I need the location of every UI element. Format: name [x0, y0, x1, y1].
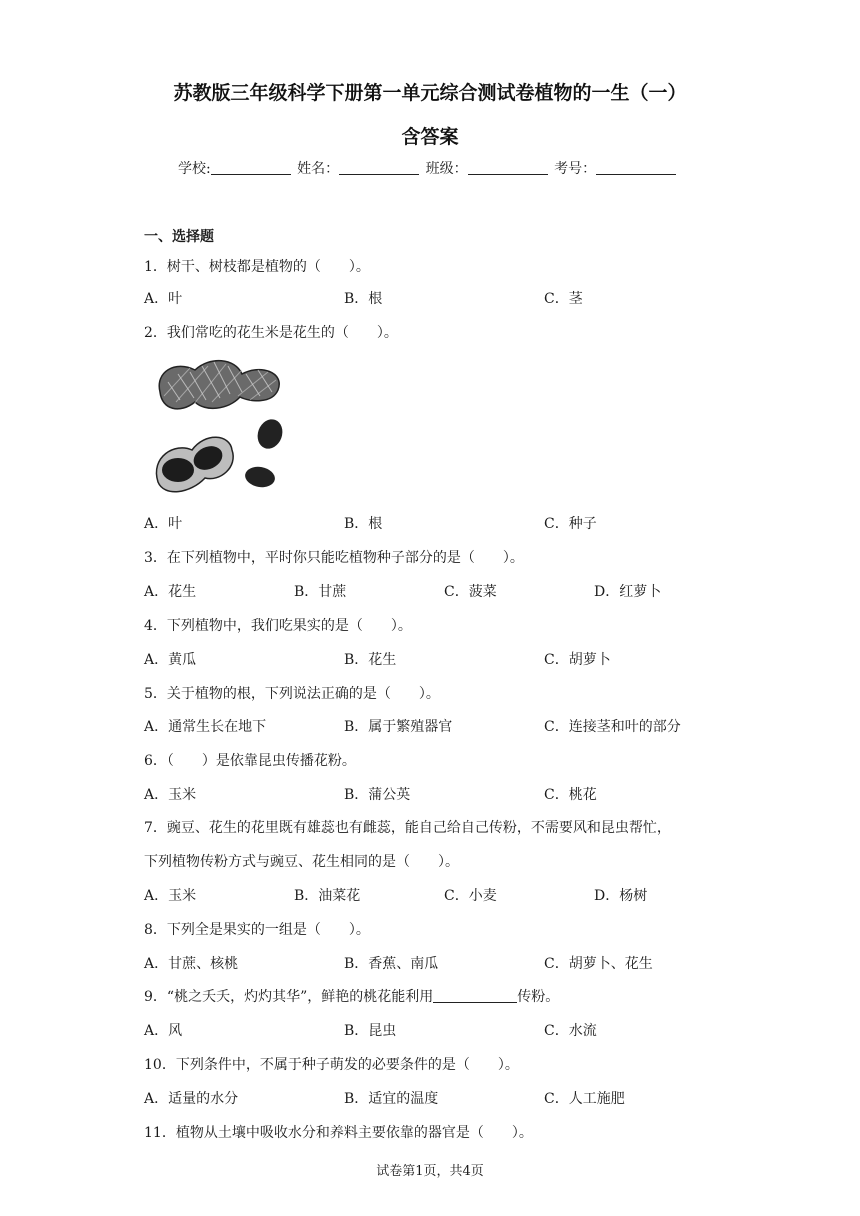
q9-option-c: C．水流: [544, 1023, 597, 1039]
student-info-fields: [178, 158, 678, 178]
question-4: 4．下列植物中，我们吃果实的是（ ）。: [144, 618, 412, 634]
exam-number-label: 考号：: [554, 161, 597, 177]
q2-option-b: B．根: [344, 516, 383, 532]
peanut-image: [150, 352, 300, 497]
class-blank[interactable]: [468, 160, 548, 175]
page-footer: 试卷第1页，共4页: [376, 1164, 484, 1179]
doc-title-line1: 苏教版三年级科学下册第一单元综合测试卷植物的一生（一）: [173, 82, 687, 104]
q9-text-b: 传粉。: [517, 989, 560, 1005]
question-11: 11．植物从土壤中吸收水分和养料主要依靠的器官是（ ）。: [144, 1125, 533, 1141]
q7-option-d: D．杨树: [594, 888, 648, 904]
question-5: 5．关于植物的根，下列说法正确的是（ ）。: [144, 686, 440, 702]
name-blank[interactable]: [339, 160, 419, 175]
q8-option-b: B．香蕉、南瓜: [344, 956, 439, 972]
q2-option-c: C．种子: [544, 516, 597, 532]
question-9: [144, 986, 559, 1006]
question-2: 2．我们常吃的花生米是花生的（ ）。: [144, 325, 398, 341]
q7-option-c: C．小麦: [444, 888, 497, 904]
q7-option-b: B．油菜花: [294, 888, 361, 904]
question-8: 8．下列全是果实的一组是（ ）。: [144, 922, 370, 938]
q10-option-b: B．适宜的温度: [344, 1091, 439, 1107]
q3-option-d: D．红萝卜: [594, 584, 662, 600]
q5-option-c: C．连接茎和叶的部分: [544, 719, 681, 735]
q3-option-c: C．菠菜: [444, 584, 497, 600]
question-3: 3．在下列植物中，平时你只能吃植物种子部分的是（ ）。: [144, 550, 524, 566]
name-label: 姓名：: [297, 161, 340, 177]
q4-option-c: C．胡萝卜: [544, 652, 611, 668]
question-6: 6．（ ）是依靠昆虫传播花粉。: [144, 753, 356, 769]
q4-option-b: B．花生: [344, 652, 397, 668]
q6-option-c: C．桃花: [544, 787, 597, 803]
question-10: 10．下列条件中，不属于种子萌发的必要条件的是（ ）。: [144, 1057, 519, 1073]
school-label: 学校:: [178, 161, 211, 177]
q9-answer-blank[interactable]: [433, 988, 517, 1003]
q9-option-a: A．风: [144, 1023, 183, 1039]
q6-option-a: A．玉米: [144, 787, 197, 803]
q8-option-c: C．胡萝卜、花生: [544, 956, 653, 972]
section-title: 一、选择题: [144, 229, 214, 245]
class-label: 班级：: [425, 161, 468, 177]
q3-option-b: B．甘蔗: [294, 584, 347, 600]
q1-option-b: B．根: [344, 291, 383, 307]
q5-option-b: B．属于繁殖器官: [344, 719, 453, 735]
q10-option-c: C．人工施肥: [544, 1091, 625, 1107]
q2-option-a: A．叶: [144, 516, 183, 532]
question-7-line2: 下列植物传粉方式与豌豆、花生相同的是（ ）。: [144, 854, 459, 870]
exam-number-blank[interactable]: [596, 160, 676, 175]
doc-title-line2: 含答案: [401, 126, 459, 148]
q4-option-a: A．黄瓜: [144, 652, 197, 668]
q7-option-a: A．玉米: [144, 888, 197, 904]
q3-option-a: A．花生: [144, 584, 197, 600]
school-blank[interactable]: [211, 160, 291, 175]
question-1: 1．树干、树枝都是植物的（ ）。: [144, 259, 370, 275]
question-7: 7．豌豆、花生的花里既有雄蕊也有雌蕊，能自己给自己传粉，不需要风和昆虫帮忙，: [144, 820, 671, 836]
q10-option-a: A．适量的水分: [144, 1091, 239, 1107]
q8-option-a: A．甘蔗、核桃: [144, 956, 239, 972]
q1-option-c: C．茎: [544, 291, 583, 307]
q9-text-a: 9．“桃之夭夭，灼灼其华”，鲜艳的桃花能利用: [144, 989, 434, 1005]
q1-option-a: A．叶: [144, 291, 183, 307]
q5-option-a: A．通常生长在地下: [144, 719, 267, 735]
q6-option-b: B．蒲公英: [344, 787, 411, 803]
q9-option-b: B．昆虫: [344, 1023, 397, 1039]
